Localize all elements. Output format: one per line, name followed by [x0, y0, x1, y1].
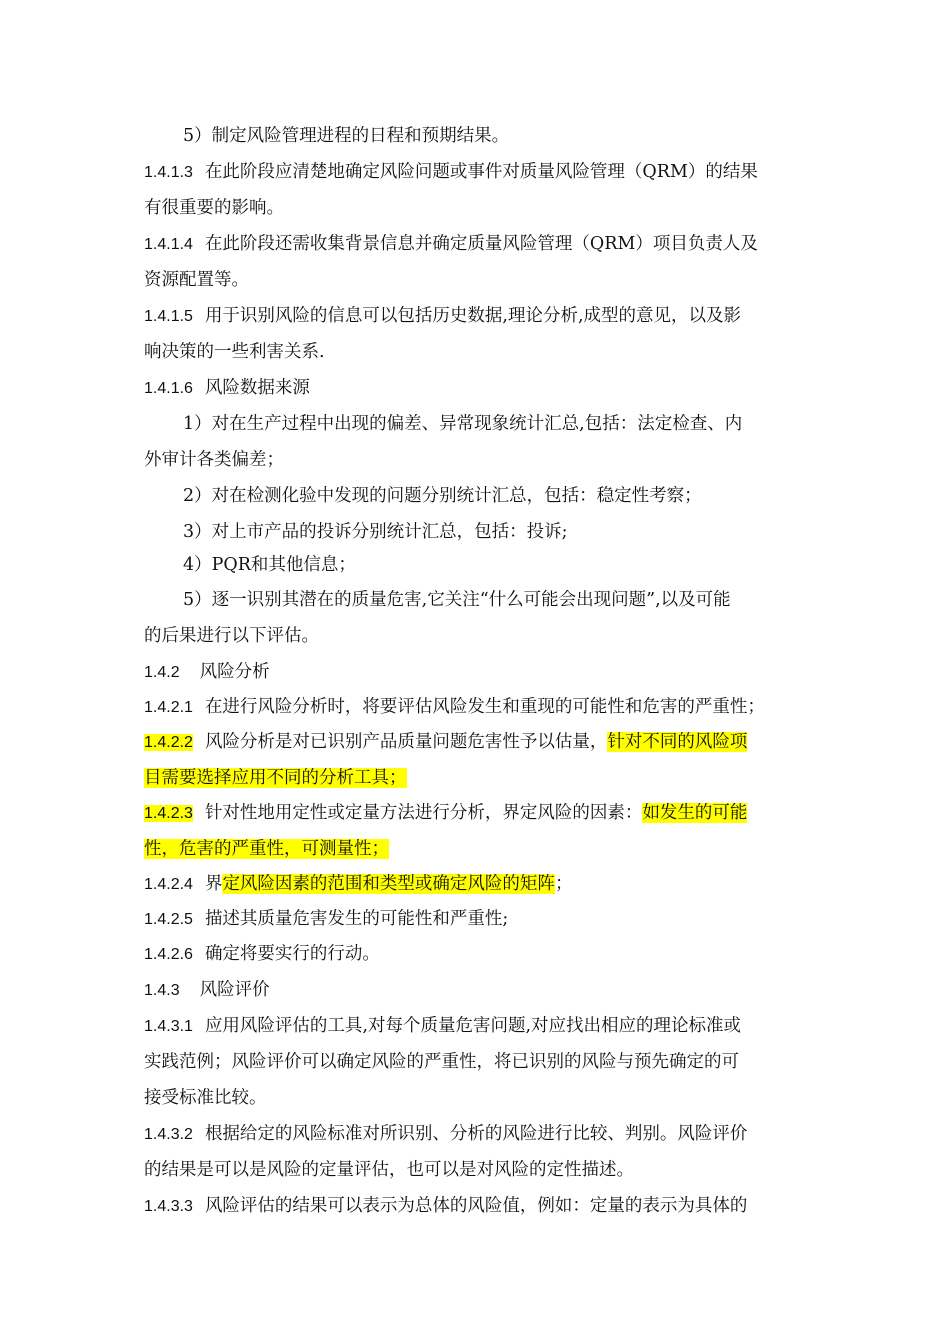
text-line: 5）制定风险管理进程的日程和预期结果。	[183, 126, 510, 146]
text-line: 1.4.3.1 应用风险评估的工具,对每个质量危害问题,对应找出相应的理论标准或	[144, 1016, 742, 1036]
section-number: 1.4.2	[144, 664, 180, 681]
text-line: 1.4.2.1 在进行风险分析时，将要评估风险发生和重现的可能性和危害的严重性；	[144, 697, 765, 717]
list-item: 1）对在生产过程中出现的偏差、异常现象统计汇总,包括：法定检查、内	[183, 414, 743, 434]
text-line: 1.4.2.2 风险分析是对已识别产品质量问题危害性予以估量，针对不同的风险项	[144, 732, 748, 752]
section-number: 1.4.2.3	[144, 805, 193, 822]
text-line: 1.4.2.4 界定风险因素的范围和类型或确定风险的矩阵；	[144, 874, 573, 894]
list-item: 4）PQR和其他信息；	[183, 555, 356, 575]
highlighted-text: 定风险因素的范围和类型或确定风险的矩阵	[222, 874, 555, 894]
text-line: 实践范例；风险评价可以确定风险的严重性，将已识别的风险与预先确定的可	[144, 1052, 739, 1072]
section-number: 1.4.1.5	[144, 308, 193, 325]
text-line: 1.4.1.3 在此阶段应清楚地确定风险问题或事件对质量风险管理（QRM）的结果	[144, 162, 758, 182]
text-line: 1.4.1.5 用于识别风险的信息可以包括历史数据,理论分析,成型的意见，以及影	[144, 306, 742, 326]
section-heading: 1.4.2 风险分析	[144, 662, 270, 682]
list-item: 3）对上市产品的投诉分别统计汇总，包括：投诉;	[183, 522, 568, 542]
highlighted-text: 目需要选择应用不同的分析工具；	[144, 768, 407, 788]
section-number: 1.4.3.1	[144, 1018, 193, 1035]
text-line: 的后果进行以下评估。	[144, 626, 319, 646]
text-line: 有很重要的影响。	[144, 198, 284, 218]
text-line	[144, 765, 407, 791]
section-number: 1.4.3.3	[144, 1198, 193, 1215]
highlighted-text: 针对不同的风险项	[607, 732, 748, 752]
section-number: 1.4.3	[144, 982, 180, 999]
text-line	[144, 836, 389, 862]
text-line: 1.4.3.2 根据给定的风险标准对所识别、分析的风险进行比较、判别。风险评价	[144, 1124, 748, 1144]
text-line: 响决策的一些利害关系.	[144, 342, 325, 362]
section-heading: 1.4.3 风险评价	[144, 980, 270, 1000]
list-item: 2）对在检测化验中发现的问题分别统计汇总，包括：稳定性考察；	[183, 486, 702, 506]
text-line: 外审计各类偏差；	[144, 450, 284, 470]
list-item: 5）逐一识别其潜在的质量危害,它关注“什么可能会出现问题”,以及可能	[183, 590, 731, 610]
section-number: 1.4.2.5	[144, 911, 193, 928]
text-line: 接受标准比较。	[144, 1088, 267, 1108]
text-line: 1.4.1.6 风险数据来源	[144, 378, 310, 398]
section-number: 1.4.2.2	[144, 734, 193, 751]
section-number: 1.4.3.2	[144, 1126, 193, 1143]
text-line: 的结果是可以是风险的定量评估，也可以是对风险的定性描述。	[144, 1160, 634, 1180]
highlighted-text: 性，危害的严重性，可测量性；	[144, 839, 389, 859]
section-number: 1.4.2.1	[144, 699, 193, 716]
text-line: 1.4.2.5 描述其质量危害发生的可能性和严重性;	[144, 909, 509, 929]
text-line: 1.4.2.3 针对性地用定性或定量方法进行分析，界定风险的因素：如发生的可能	[144, 803, 748, 823]
section-number: 1.4.1.3	[144, 164, 193, 181]
section-number: 1.4.1.4	[144, 236, 193, 253]
section-number: 1.4.1.6	[144, 380, 193, 397]
highlighted-text: 如发生的可能	[642, 803, 748, 823]
text-line: 1.4.3.3 风险评估的结果可以表示为总体的风险值，例如：定量的表示为具体的	[144, 1196, 748, 1216]
text-line: 1.4.2.6 确定将要实行的行动。	[144, 944, 380, 964]
text-line: 资源配置等。	[144, 270, 249, 290]
section-number: 1.4.2.6	[144, 946, 193, 963]
section-number: 1.4.2.4	[144, 876, 193, 893]
text-line: 1.4.1.4 在此阶段还需收集背景信息并确定质量风险管理（QRM）项目负责人及	[144, 234, 758, 254]
